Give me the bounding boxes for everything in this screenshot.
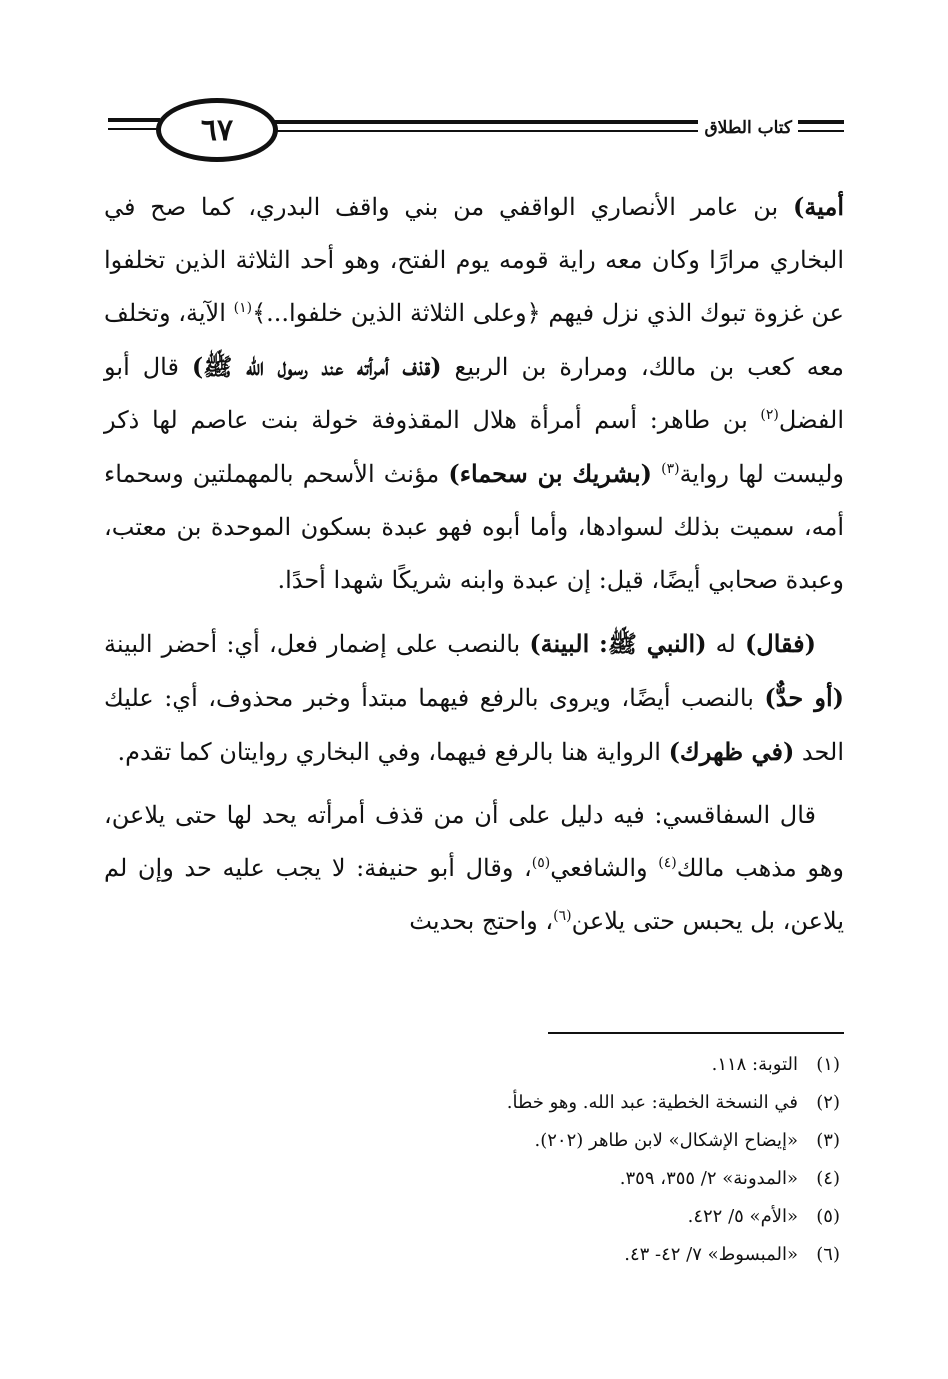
footnote-text: «المدونة» ٢/ ٣٥٥، ٣٥٩. (619, 1168, 798, 1189)
header-rule-left-outer (108, 118, 160, 122)
running-title: كتاب الطلاق (698, 118, 798, 138)
footnote-ref[interactable]: (٤) (658, 855, 677, 871)
footnote-number: (٣) (816, 1130, 840, 1151)
text-span: قال السفاقسي: فيه دليل على أن من قذف أمرأته يحد لها حتى يلاعن، وهو مذهب مالك (104, 801, 844, 882)
paragraph-3 (104, 789, 844, 948)
text-span: ، واحتج بحديث (409, 907, 554, 935)
bold-span: (أو حدٌّ) (764, 683, 845, 712)
footnote-number: (٤) (816, 1168, 840, 1189)
text-span: الرواية هنا بالرفع فيهما، وفي البخاري روايتان كما تقدم. (117, 738, 669, 766)
bold-span: (قذف أمرأته عند رسول الله ﷺ) (191, 352, 442, 381)
footnote-ref[interactable]: (٥) (531, 855, 551, 871)
text-span: قال أبو الفضل (104, 353, 844, 434)
text-span: مؤنث الأسحم بالمهملتين وسحماء أمه، سميت بذلك لسوادها، وأما أبوه فهو عبدة بسكون الموحدة بن معتب، وعبدة صحابي أيضًا، قيل: إن عبدة وابنه شريكًا شهدا أحدًا. (104, 460, 844, 594)
text-span: بن طاهر: أسم أمرأة هلال المقذوفة خولة بنت عاصم لها ذكر وليست لها رواية (104, 406, 844, 488)
text-span: بالنصب على إضمار فعل، أي: أحضر البينة (104, 630, 530, 658)
text-span: له (706, 630, 745, 658)
page-number: ٦٧ (156, 98, 278, 162)
footnote-item (140, 1236, 840, 1274)
footnote-item (140, 1084, 840, 1122)
footnote-ref[interactable]: (٦) (553, 908, 572, 924)
bold-span: (بشريك بن سحماء) (448, 459, 652, 488)
text-span (652, 460, 661, 488)
text-span: ، وقال أبو حنيفة: لا يجب عليه حد وإن لم يلاعن، بل يحبس حتى يلاعن (104, 854, 844, 935)
paragraph-1 (104, 180, 844, 607)
footnotes-list (140, 1046, 840, 1274)
footnote-number: (٢) (816, 1092, 840, 1113)
page-header (108, 92, 844, 172)
text-span: بن عامر الأنصاري الواقفي من بني واقف البدري، كما صح في البخاري مرارًا وكان معه راية قومه يوم الفتح، وهو أحد الثلاثة الذين تخلفوا عن غزوة تبوك الذي نزل فيهم ﴿وعلى الثلاثة الذين خلفوا...﴾ (104, 193, 844, 327)
footnote-item (140, 1046, 840, 1084)
footnote-text: التوبة: ١١٨. (711, 1054, 798, 1075)
footnote-text: «الأم» ٥/ ٤٢٢. (687, 1206, 798, 1227)
footnote-item (140, 1122, 840, 1160)
footnote-item (140, 1160, 840, 1198)
header-rule-left-inner (108, 128, 160, 130)
bold-span: (في ظهرك) (668, 737, 795, 766)
footnote-text: «المبسوط» ٧/ ٤٢- ٤٣. (624, 1244, 798, 1265)
main-text (104, 180, 844, 958)
footnote-text: في النسخة الخطية: عبد الله. وهو خطأ. (506, 1092, 798, 1113)
footnote-ref[interactable]: (٢) (760, 407, 779, 423)
bold-span: أمية) (793, 192, 844, 221)
footnote-text: «إيضاح الإشكال» لابن طاهر (٢٠٢). (534, 1130, 798, 1151)
paragraph-2 (104, 617, 844, 779)
text-span: والشافعي (550, 854, 659, 882)
footnote-ref[interactable]: (٣) (661, 461, 680, 477)
footnote-item (140, 1198, 840, 1236)
footnote-number: (٥) (816, 1206, 840, 1227)
bold-span: (فقال) (744, 629, 817, 658)
footnote-ref[interactable]: (١) (233, 300, 253, 316)
text-span: بالنصب أيضًا، ويروى بالرفع فيهما مبتدأ وخبر محذوف، أي: عليك الحد (104, 684, 844, 766)
footnote-divider (548, 1032, 844, 1034)
footnote-number: (٦) (816, 1244, 840, 1265)
text-span: الآية، وتخلف معه كعب بن مالك، ومرارة بن الربيع (104, 299, 844, 381)
footnote-number: (١) (816, 1054, 840, 1075)
bold-span: (النبي ﷺ: البينة) (529, 629, 707, 658)
